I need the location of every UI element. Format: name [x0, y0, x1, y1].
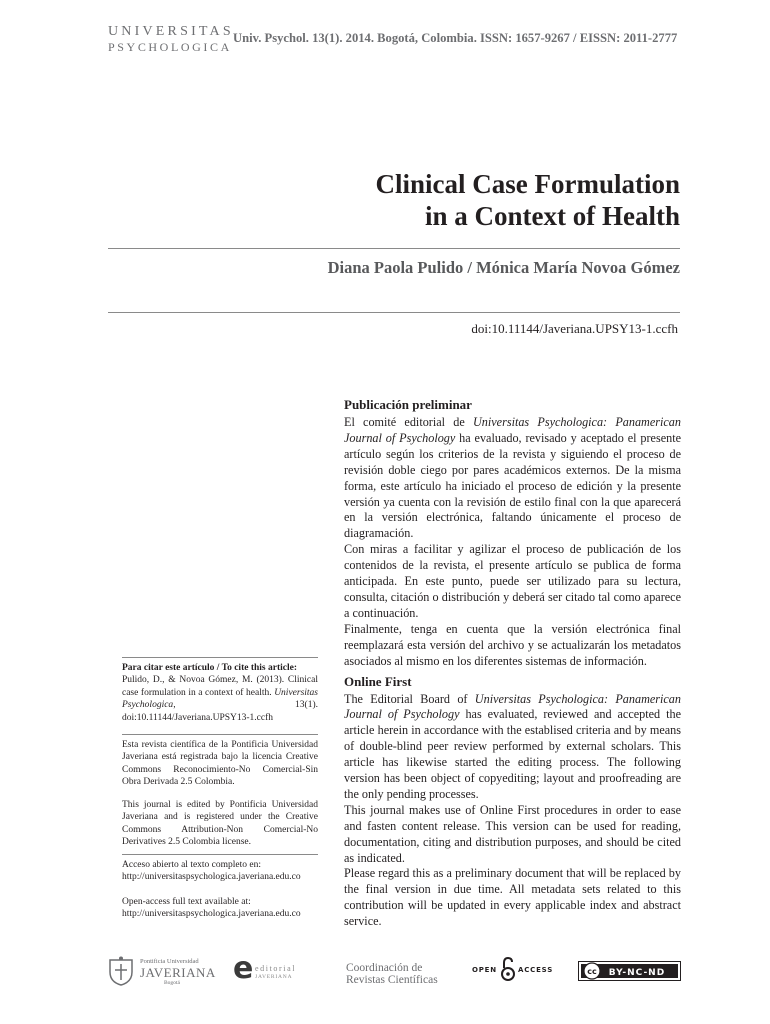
- english-paragraph-1: The Editorial Board of Universitas Psychologica: Panamerican Journal of Psychology has evaluated, reviewed and accepted the article herein in accordance with the establised criteria and by means of double-blind peer review performed by external scholars. This article has likewise started the editing process. The following version has been object of copyediting; layout and proofreading are the only pending processes.: [344, 691, 681, 801]
- sidebar-divider-top: [122, 657, 318, 658]
- javeriana-seal-icon: [108, 956, 134, 986]
- logo-line-universitas: UNIVERSITAS: [108, 24, 234, 39]
- javeriana-small-text: Pontificia Universidad: [140, 958, 199, 965]
- sidebar-divider-3: [122, 854, 318, 855]
- spanish-paragraph-2: Con miras a facilitar y agilizar el proceso de publicación de los contenidos de la revista, el presente artículo se publica de forma anticipada. En este punto, puede ser utilizado para su lectura, consulta, citación o distribución y deberá ser citado tal como aparece a continuación.: [344, 542, 681, 620]
- access-url-english[interactable]: http://universitaspsychologica.javeriana.edu.co: [122, 909, 301, 920]
- cite-box: [122, 662, 318, 724]
- cite-text: Pulido, D., & Novoa Gómez, M. (2013). Clinical case formulation in a context of health. Universitas Psychologica, 13(1). doi:10.11144/Javeriana.UPSY13-1.ccfh: [122, 675, 318, 723]
- license-english: This journal is edited by Pontificia Universidad Javeriana and is registered under the Creative Commons Attribution-Non Comercial-No Derivatives 2.5 Colombia license.: [122, 800, 318, 848]
- article-title: [180, 168, 680, 232]
- editorial-javeriana-logo: [233, 952, 313, 992]
- title-line-1: Clinical Case Formulation: [375, 169, 680, 199]
- main-column: [344, 397, 681, 930]
- cc-license-icon: [578, 961, 681, 981]
- open-access-left: OPEN: [472, 966, 497, 974]
- editorial-name: editorial: [255, 964, 297, 973]
- open-access-right: ACCESS: [518, 966, 554, 974]
- coordinacion-line-1: Coordinación de: [346, 962, 423, 974]
- javeriana-name: JAVERIANA: [140, 965, 216, 980]
- open-lock-icon: [501, 956, 515, 982]
- journal-logo: [108, 24, 234, 60]
- article-doi: doi:10.11144/Javeriana.UPSY13-1.ccfh: [471, 321, 678, 336]
- journal-name: Universitas Psychologica: Panamerican Journal of Psychology: [344, 415, 681, 445]
- javeriana-logo: [108, 952, 218, 992]
- access-url-spanish[interactable]: http://universitaspsychologica.javeriana.edu.co: [122, 872, 301, 883]
- access-label-spanish: Acceso abierto al texto completo en:: [122, 860, 262, 870]
- spanish-paragraph-3: Finalmente, tenga en cuenta que la versión electrónica final reemplazará esta versión del archivo y se actualizarán los metadatos asociados al mismo en los diferentes sistemas de información.: [344, 621, 681, 668]
- logo-line-psychologica: PSYCHOLOGICA: [108, 40, 232, 54]
- cc-terms: BY-NC-ND: [608, 968, 666, 978]
- access-label-english: Open-access full text available at:: [122, 897, 251, 907]
- coordinacion-line-2: Revistas Científicas: [346, 974, 438, 986]
- spanish-heading: Publicación preliminar: [344, 397, 472, 412]
- access-english: [122, 896, 318, 921]
- spanish-paragraph-1: El comité editorial de Universitas Psychologica: Panamerican Journal of Psychology ha evaluado, revisado y aceptado el presente artículo según los criterios de la revista y siguiendo el proceso de revisión doble ciego por pares académicos externos. De la misma forma, este artículo ha iniciado el proceso de edición y la presente versión ya cuenta con la revisión de estilo final con la que aparecerá en la versión electrónica, faltando únicamente el proceso de diagramación.: [344, 415, 682, 541]
- journal-name: Universitas Psychologica: Panamerican Journal of Psychology: [344, 691, 681, 722]
- title-divider-bottom: [108, 312, 680, 313]
- article-authors: Diana Paola Pulido / Mónica María Novoa Gómez: [327, 258, 680, 277]
- creative-commons-badge: [578, 961, 681, 981]
- cite-heading: Para citar este artículo / To cite this article:: [122, 663, 297, 673]
- journal-citation-header: Univ. Psychol. 13(1). 2014. Bogotá, Colombia. ISSN: 1657-9267 / EISSN: 2011-2777: [233, 31, 678, 45]
- english-heading: Online First: [344, 673, 412, 689]
- editorial-e-icon: e: [233, 951, 254, 986]
- open-access-logo: [472, 952, 552, 992]
- title-divider-top: [108, 248, 680, 249]
- editorial-sub: JAVERIANA: [255, 974, 293, 980]
- sidebar-divider-2: [122, 734, 318, 735]
- title-line-2: in a Context of Health: [425, 201, 680, 231]
- coordinacion-logo: [346, 952, 446, 992]
- license-spanish: Esta revista científica de la Pontificia Universidad Javeriana está registrada bajo la licencia Creative Commons Reconocimiento-No Comercial-Sin Obra Derivada 2.5 Colombia.: [122, 740, 318, 788]
- access-spanish: [122, 859, 318, 884]
- cc-symbol: cc: [587, 967, 597, 976]
- javeriana-city: Bogotá: [164, 980, 180, 986]
- english-paragraph-3: Please regard this as a preliminary document that will be replaced by the final version in due time. All metadata sets related to this contribution will be updated in every applicable index and abstract service.: [344, 866, 681, 929]
- english-paragraph-2: This journal makes use of Online First procedures in order to ease and fasten content release. This version can be used for reading, documentation, citing and distribution purposes, and should be cited as indicated.: [344, 802, 681, 865]
